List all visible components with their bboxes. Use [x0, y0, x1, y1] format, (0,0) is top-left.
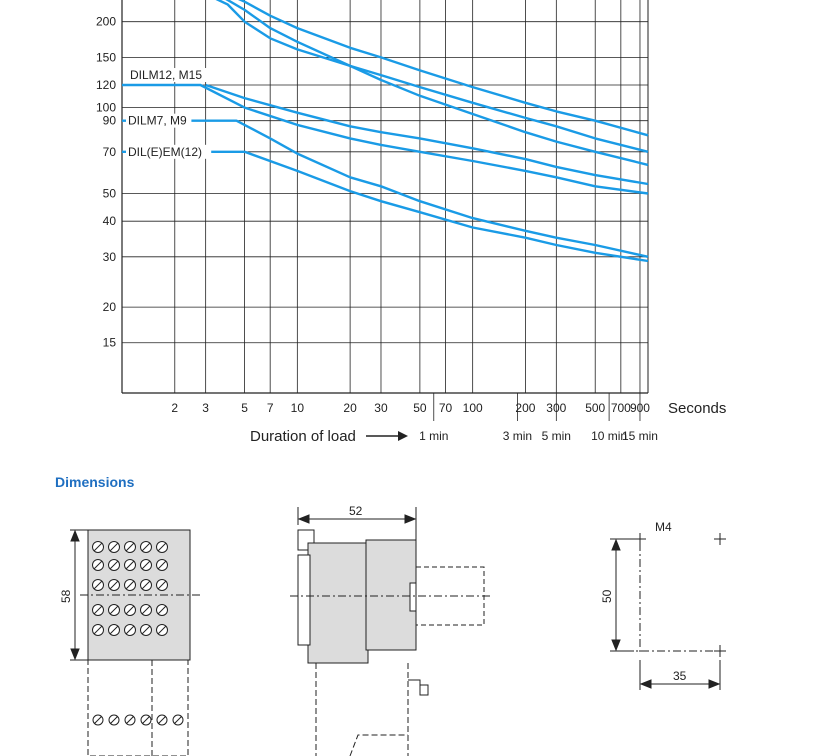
y-tick-label — [96, 0, 116, 1]
y-tick-label: 100 — [95, 100, 116, 115]
x-secondary-tick-label: 1 min — [419, 429, 449, 443]
x-tick-label: 300 — [546, 401, 567, 415]
aux-terminal-screws — [93, 715, 183, 725]
series-line-6 — [122, 152, 648, 261]
chart-curves — [122, 0, 648, 261]
y-tick-label: 20 — [102, 300, 116, 315]
x-tick-label: 2 — [171, 401, 179, 415]
dim-mount-width-label: 35 — [673, 669, 687, 683]
side-view — [290, 507, 490, 756]
series-label: DIL(E)EM(12) — [128, 144, 203, 159]
dimensions-heading: Dimensions — [55, 474, 135, 490]
y-tick-label: 50 — [102, 186, 116, 201]
x-tick-label: 700 — [610, 401, 631, 415]
y-tick-label: 120 — [95, 78, 116, 93]
x-tick-label: 70 — [438, 401, 453, 415]
x-secondary-tick-label: 15 min — [621, 429, 658, 443]
y-tick-labels — [96, 0, 116, 350]
front-view — [70, 530, 200, 756]
series-line-0 — [206, 0, 648, 152]
y-tick-label: 40 — [102, 214, 116, 229]
x-tick-labels — [171, 401, 650, 415]
x-tick-label: 3 — [202, 401, 209, 415]
x-secondary-tick-labels — [419, 429, 658, 443]
series-label: DILM12, M15 — [130, 68, 203, 83]
y-tick-label: 15 — [102, 335, 116, 350]
series-line-3 — [122, 85, 648, 194]
series-label — [128, 0, 170, 1]
series-labels — [126, 0, 211, 159]
x-axis-arrow — [366, 431, 408, 441]
y-tick-label: 30 — [102, 249, 116, 264]
x-tick-label: 30 — [374, 401, 388, 415]
x-secondary-tick-label: 3 min — [502, 429, 533, 443]
x-secondary-tick-label: 5 min — [541, 429, 571, 443]
y-tick-label: 70 — [102, 144, 116, 159]
series-line-5 — [122, 121, 648, 257]
screw-size-label: M4 — [655, 520, 672, 534]
y-tick-label: 90 — [102, 113, 116, 128]
x-tick-label: 10 — [290, 401, 305, 415]
y-tick-label: 150 — [95, 50, 116, 65]
x-tick-label: 900 — [629, 401, 650, 415]
x-tick-label: 7 — [266, 401, 274, 415]
series-line-1 — [228, 0, 648, 135]
x-unit-label: Seconds — [668, 400, 727, 417]
x-axis-label: Duration of load — [250, 428, 356, 445]
x-tick-label: 100 — [462, 401, 483, 415]
x-tick-label: 20 — [343, 401, 357, 415]
series-label: DILM7, M9 — [128, 113, 187, 128]
x-tick-label: 5 — [241, 401, 248, 415]
dim-height-label: 58 — [59, 589, 73, 603]
x-secondary-tick-label: 10 min — [591, 429, 628, 443]
dim-width-label: 52 — [349, 504, 363, 518]
x-tick-label: 500 — [585, 401, 606, 415]
y-tick-label: 200 — [95, 14, 116, 29]
dimensions-drawing — [0, 495, 830, 756]
chart-grid — [122, 0, 648, 421]
x-tick-label: 50 — [413, 401, 427, 415]
x-tick-label: 200 — [515, 401, 536, 415]
dim-mount-height-label: 50 — [600, 589, 614, 603]
mounting-view — [610, 533, 726, 690]
